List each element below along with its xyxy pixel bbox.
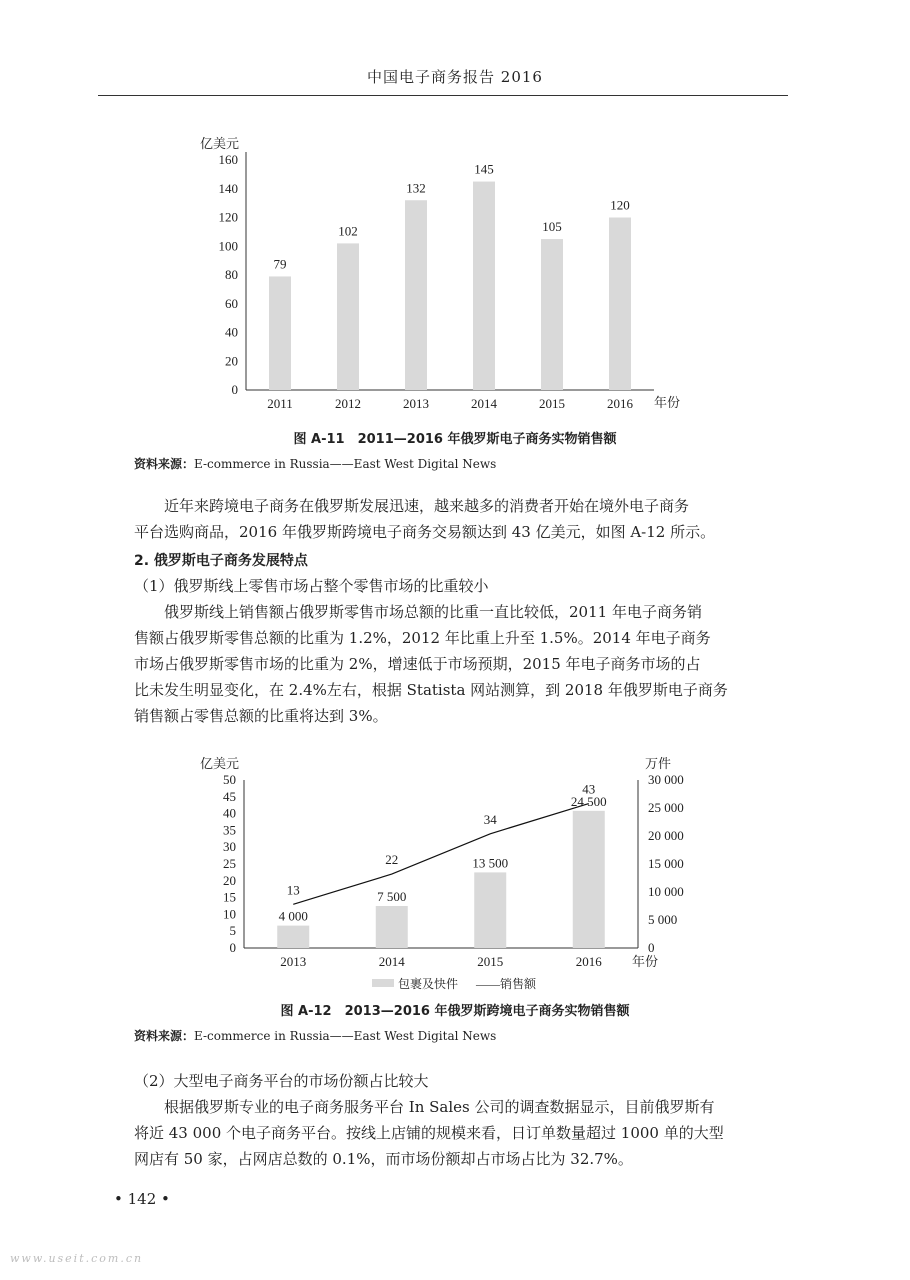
chart2-xtick-label: 2015 (477, 954, 504, 969)
figure1-source-text: E-commerce in Russia——East West Digital News (194, 457, 497, 471)
chart2-ytick-left-label: 45 (223, 788, 236, 804)
chart2-xtick-label: 2014 (378, 954, 405, 969)
chart2-line-label: 22 (385, 852, 399, 868)
chart2-ytick-left-label: 5 (229, 923, 236, 939)
chart1-xtick-label: 2016 (607, 396, 633, 411)
chart1-data-label: 105 (542, 219, 562, 235)
chart2-bar-label: 4 000 (278, 908, 308, 924)
chart1-bar (541, 239, 563, 390)
chart1-data-label: 132 (406, 180, 426, 196)
chart2-ytick-left-label: 0 (229, 940, 236, 955)
chart1-xtick-label: 2015 (539, 396, 565, 411)
paragraph-3-line: 根据俄罗斯专业的电子商务服务平台 In Sales 公司的调查数据显示，目前俄罗斯有 (164, 1098, 715, 1116)
chart2-ytick-right-label: 10 000 (648, 884, 684, 899)
paragraph-3-line: 将近 43 000 个电子商务平台。按线上店铺的规模来看，日订单数量超过 1000 单的大型 (134, 1124, 724, 1142)
chart2-ytick-right-label: 25 000 (648, 800, 684, 815)
paragraph-2-line: 市场占俄罗斯零售市场的比重为 2%，增速低于市场预期，2015 年电子商务市场的占 (134, 655, 701, 673)
chart1-data-label: 79 (273, 256, 287, 272)
figure2-source (134, 1027, 496, 1044)
chart1-ytick-label: 160 (218, 152, 238, 167)
chart1-ytick-label: 40 (225, 324, 238, 340)
chart1-bar (405, 200, 427, 390)
page-header-title: 中国电子商务报告 2016 (367, 68, 543, 86)
chart2-line-label: 34 (483, 811, 497, 827)
chart2-ytick-left-label: 15 (223, 889, 236, 905)
page-number: • 142 • (114, 1190, 170, 1208)
paragraph-2-line: 俄罗斯线上销售额占俄罗斯零售市场总额的比重一直比较低，2011 年电子商务销 (164, 603, 702, 621)
paragraph-3 (134, 1094, 784, 1172)
figure2-source-label: 资料来源： (134, 1029, 195, 1043)
legend-bar-swatch (372, 979, 394, 987)
paragraph-2-line: 比未发生明显变化，在 2.4%左右，根据 Statista 网站测算，到 2018 年俄罗斯电子商务 (134, 681, 728, 699)
chart2-ytick-left-label: 30 (223, 839, 236, 855)
chart2-bar (376, 906, 408, 948)
chart2-ylabel-right: 万件 (645, 756, 672, 771)
figure2-source-text: E-commerce in Russia——East West Digital News (194, 1029, 497, 1043)
chart2-bar-label: 24 500 (570, 793, 607, 809)
subheading-1: （1）俄罗斯线上零售市场占整个零售市场的比重较小 (134, 577, 489, 595)
header-rule (98, 95, 788, 96)
chart1-data-label: 145 (474, 161, 494, 177)
chart2-ytick-left-label: 10 (223, 906, 236, 922)
chart1-ytick-label: 140 (218, 180, 238, 196)
chart2-xtick-label: 2016 (575, 954, 602, 969)
chart1-xlabel: 年份 (654, 395, 681, 410)
chart2-bar (277, 926, 309, 948)
paragraph-2 (134, 599, 784, 729)
chart2-bar (573, 811, 605, 948)
chart2-ytick-right-label: 20 000 (648, 828, 684, 843)
chart2-line-label: 43 (582, 781, 596, 797)
chart2-series-line (293, 804, 589, 905)
chart1-ytick-label: 100 (218, 238, 238, 254)
paragraph-2-line: 销售额占零售总额的比重将达到 3%。 (134, 707, 388, 725)
chart2-legend (372, 976, 537, 991)
chart2-ytick-left-label: 25 (223, 856, 236, 871)
chart2-bar-label: 13 500 (472, 855, 509, 871)
figure2-caption: 图 A-12 2013—2016 年俄罗斯跨境电子商务实物销售额 (280, 1004, 630, 1019)
chart1-ytick-label: 20 (225, 353, 238, 369)
chart2-bar (474, 872, 506, 948)
chart1-ytick-label: 0 (231, 382, 238, 397)
chart2-ylabel-left: 亿美元 (200, 756, 240, 771)
section-heading-2: 2. 俄罗斯电子商务发展特点 (134, 553, 308, 569)
chart2-xlabel: 年份 (632, 954, 659, 969)
legend-bar-label: 包裹及快件 (398, 977, 459, 991)
chart2-ytick-left-label: 50 (223, 772, 236, 787)
watermark: www.useit.com.cn (10, 1252, 144, 1265)
chart2-ytick-right-label: 30 000 (648, 772, 684, 787)
chart1-ylabel: 亿美元 (200, 136, 240, 151)
chart2-ytick-right-label: 15 000 (648, 856, 684, 871)
chart1-ytick-label: 80 (225, 267, 238, 282)
chart-a11 (0, 130, 910, 550)
chart2-ytick-right-label: 0 (648, 940, 655, 955)
paragraph-1-line: 近年来跨境电子商务在俄罗斯发展迅速，越来越多的消费者开始在境外电子商务 (164, 497, 690, 515)
figure1-source (134, 455, 496, 472)
chart1-xtick-label: 2014 (471, 396, 497, 411)
paragraph-3-line: 网店有 50 家，占网店总数的 0.1%，而市场份额却占市场占比为 32.7%。 (134, 1150, 633, 1168)
chart1-data-label: 120 (610, 197, 630, 213)
chart2-ytick-right-label: 5 000 (648, 912, 678, 927)
chart2-xtick-label: 2013 (280, 954, 307, 969)
legend-line-label: ——销售额 (476, 977, 537, 991)
paragraph-2-line: 售额占俄罗斯零售总额的比重为 1.2%，2012 年比重上升至 1.5%。2014 年电子商务 (134, 629, 711, 647)
figure1-source-label: 资料来源： (134, 457, 195, 471)
chart1-xtick-label: 2013 (403, 396, 429, 411)
chart1-bar (337, 243, 359, 390)
chart1-data-label: 102 (338, 223, 358, 239)
chart1-bar (269, 276, 291, 390)
chart2-bar-label: 7 500 (377, 889, 407, 904)
chart1-xtick-label: 2011 (267, 396, 293, 411)
paragraph-1-line: 平台选购商品，2016 年俄罗斯跨境电子商务交易额达到 43 亿美元，如图 A-12 所示。 (134, 523, 716, 541)
chart-a12 (0, 752, 910, 1002)
chart2-ytick-left-label: 20 (223, 872, 236, 888)
chart2-ytick-left-label: 40 (223, 805, 236, 821)
figure1-caption: 图 A-11 2011—2016 年俄罗斯电子商务实物销售额 (293, 432, 617, 447)
subheading-2: （2）大型电子商务平台的市场份额占比较大 (134, 1072, 429, 1090)
chart2-line-label: 13 (286, 882, 300, 898)
chart2-ytick-left-label: 35 (223, 822, 236, 838)
chart1-bar (473, 182, 495, 390)
chart1-xtick-label: 2012 (335, 396, 361, 411)
chart1-bar (609, 218, 631, 391)
chart1-ytick-label: 60 (225, 295, 238, 311)
paragraph-1 (134, 493, 784, 545)
chart1-ytick-label: 120 (218, 209, 238, 225)
